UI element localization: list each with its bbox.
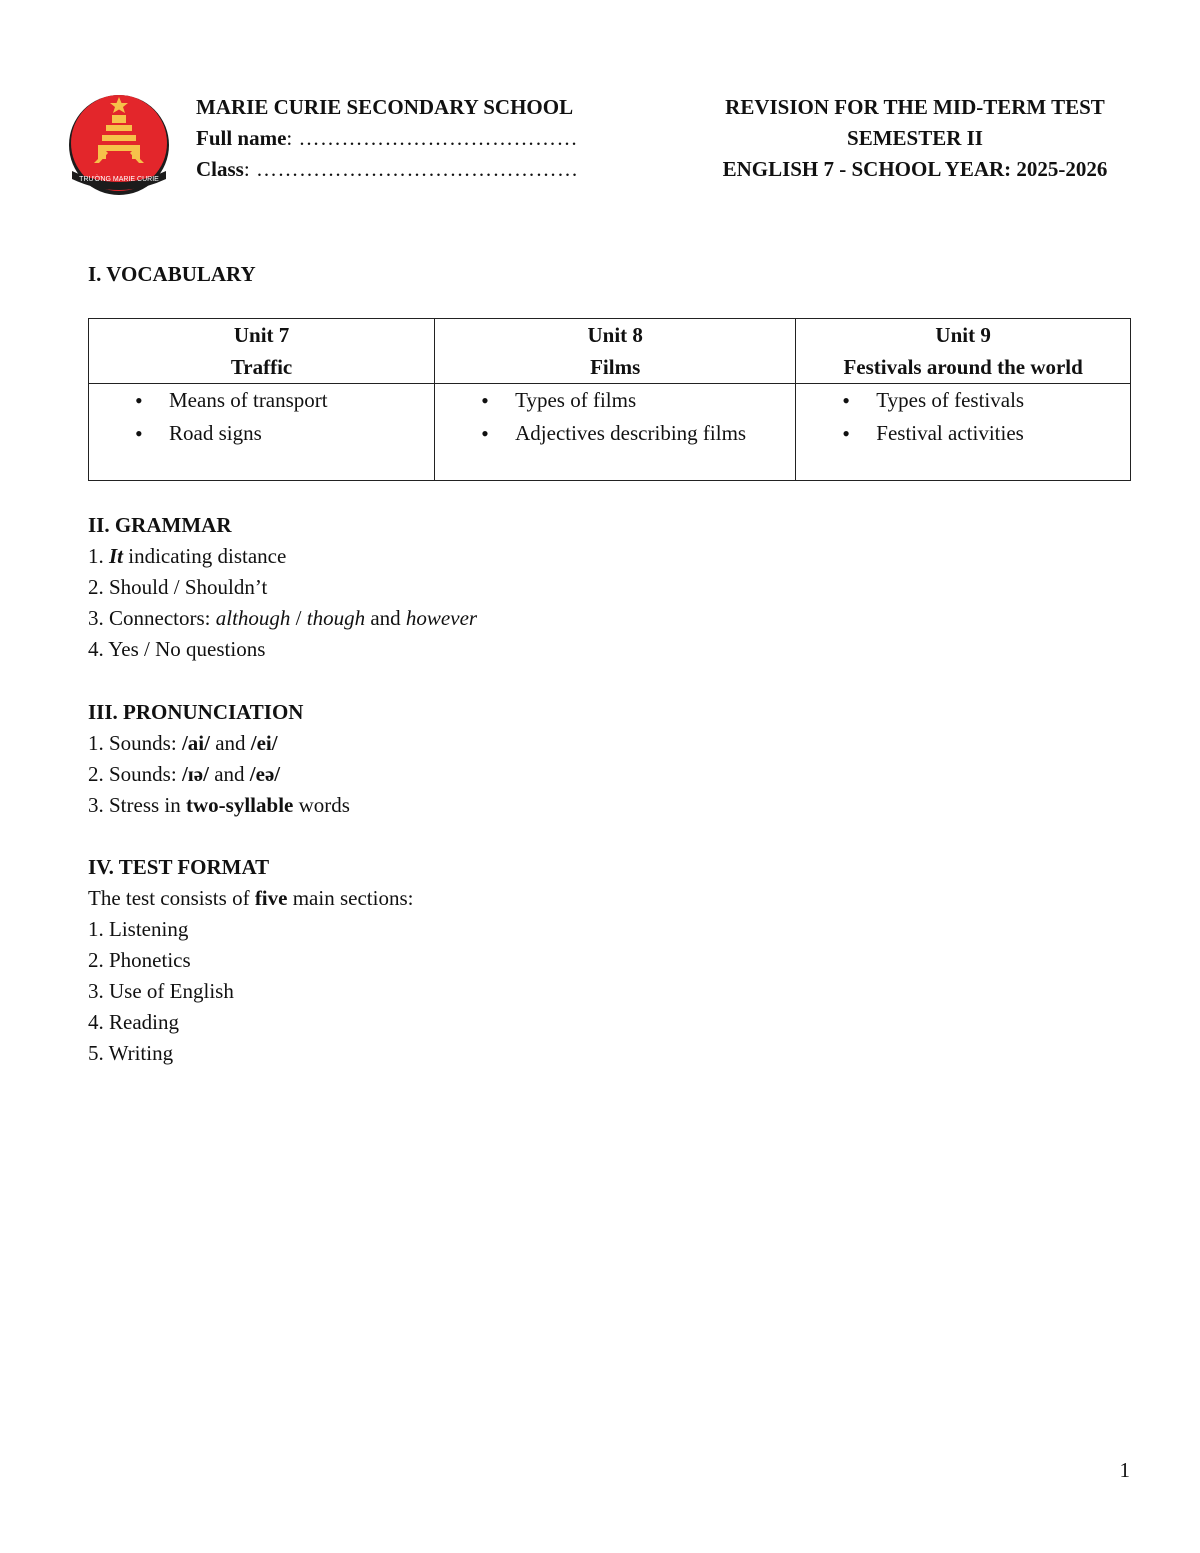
vocabulary-table <box>88 318 1131 481</box>
test-section-item: 2. Phonetics <box>88 948 191 972</box>
unit8-header: Unit 8 Films <box>435 319 796 384</box>
unit9-header: Unit 9 Festivals around the world <box>796 319 1131 384</box>
pronunciation-item-1: 1. Sounds: /ai/ and /ei/ <box>88 731 278 755</box>
unit7-topics <box>89 384 435 481</box>
vocabulary-heading: I. VOCABULARY <box>88 262 256 286</box>
test-section-item: 4. Reading <box>88 1010 179 1034</box>
test-section-item: 3. Use of English <box>88 979 234 1003</box>
list-item: • Festival activities <box>876 417 1130 450</box>
test-format-intro: The test consists of five main sections: <box>88 886 414 910</box>
doc-title: REVISION FOR THE MID-TERM TEST <box>725 95 1105 119</box>
unit7-header: Unit 7 Traffic <box>89 319 435 384</box>
grammar-section <box>88 510 477 665</box>
class-dots: : ……………………………………… <box>243 157 579 181</box>
test-section-item: 1. Listening <box>88 917 189 941</box>
pronunciation-heading: III. PRONUNCIATION <box>88 700 304 724</box>
full-name-dots: : ………………………………… <box>286 126 579 150</box>
grammar-item-3: 3. Connectors: although / though and however <box>88 606 478 630</box>
pronunciation-item-3: 3. Stress in two-syllable words <box>88 793 350 817</box>
logo-text: TRƯỜNG MARIE CURIE <box>79 176 159 183</box>
pronunciation-item-2: 2. Sounds: /ɪə/ and /eə/ <box>88 762 281 786</box>
class-row <box>196 154 578 185</box>
list-item: • Types of films <box>515 384 795 417</box>
test-format-section <box>88 852 413 1069</box>
grammar-item-4: 4. Yes / No questions <box>88 637 266 661</box>
grammar-item-1: 1. It indicating distance <box>88 544 287 568</box>
vocabulary-header-row <box>89 319 1131 384</box>
list-item: • Adjectives describing films <box>515 417 795 450</box>
pronunciation-section <box>88 697 350 821</box>
doc-subject-year: ENGLISH 7 - SCHOOL YEAR: 2025-2026 <box>722 157 1108 181</box>
unit9-topics <box>796 384 1131 481</box>
test-format-heading: IV. TEST FORMAT <box>88 855 270 879</box>
grammar-heading: II. GRAMMAR <box>88 513 232 537</box>
list-item: • Means of transport <box>169 384 434 417</box>
page-number: 1 <box>1119 1458 1130 1482</box>
list-item: • Types of festivals <box>876 384 1130 417</box>
vocabulary-content-row <box>89 384 1131 481</box>
school-logo <box>62 93 176 198</box>
header-left <box>196 92 578 185</box>
full-name-label: Full name <box>196 126 287 150</box>
school-name: MARIE CURIE SECONDARY SCHOOL <box>196 95 574 119</box>
doc-semester: SEMESTER II <box>847 126 983 150</box>
list-item: • Road signs <box>169 417 434 450</box>
unit8-topics <box>435 384 796 481</box>
grammar-item-2: 2. Should / Shouldn’t <box>88 575 268 599</box>
test-section-item: 5. Writing <box>88 1041 174 1065</box>
class-label: Class <box>196 157 244 181</box>
full-name-row <box>196 123 578 154</box>
header-right <box>690 92 1140 185</box>
